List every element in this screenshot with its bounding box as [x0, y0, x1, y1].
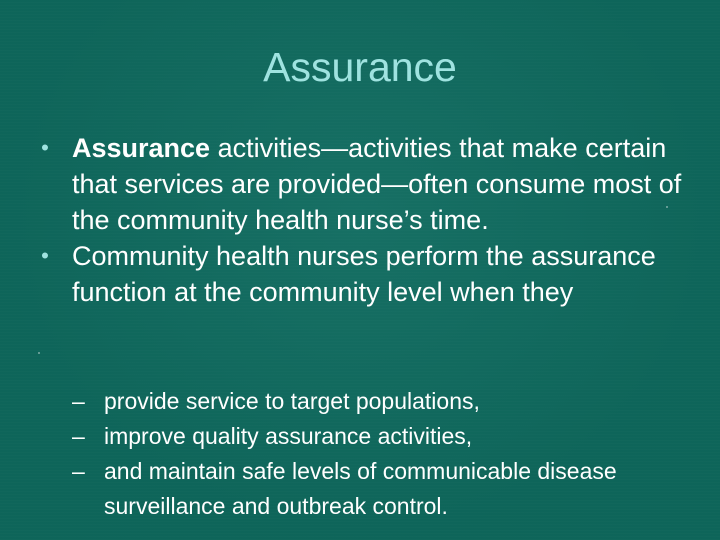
bullet-marker: •	[41, 135, 49, 160]
bullet-list	[30, 130, 700, 310]
dash-marker: –	[72, 423, 85, 449]
sub-bullet-item	[72, 419, 672, 454]
background-speck	[666, 206, 668, 208]
sub-bullet-text: provide service to target populations,	[104, 388, 480, 414]
bullet-text: Community health nurses perform the assurance function at the community level when they	[72, 241, 656, 307]
bullet-item	[30, 238, 700, 310]
dash-marker: –	[72, 388, 85, 414]
slide-title: Assurance	[263, 44, 457, 90]
bullet-text: activities—activities that make certain that services are provided—often consume most of the community health nurse’s time.	[72, 133, 682, 235]
bullet-item	[30, 130, 700, 238]
sub-bullet-item	[72, 384, 672, 419]
bullet-marker: •	[41, 243, 49, 268]
sub-bullet-item	[72, 454, 672, 524]
dash-marker: –	[72, 458, 85, 484]
sub-bullet-text: improve quality assurance activities,	[104, 423, 473, 449]
bullet-bold-term: Assurance	[72, 133, 211, 163]
sub-bullet-list	[72, 384, 672, 524]
sub-bullet-text: and maintain safe levels of communicable disease surveillance and outbreak control.	[104, 458, 617, 519]
background-speck	[38, 352, 40, 354]
